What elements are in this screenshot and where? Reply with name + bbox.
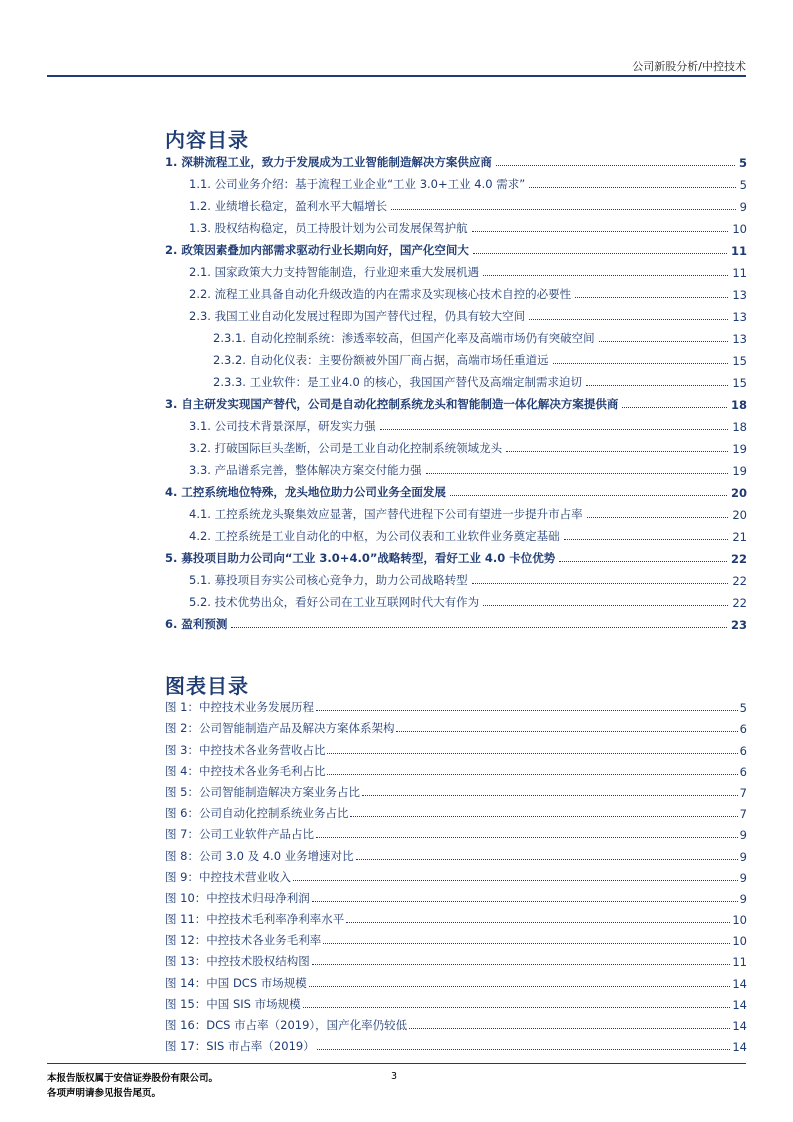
toc-entry[interactable] — [165, 236, 747, 258]
dot-leader — [231, 627, 727, 628]
toc-entry[interactable] — [165, 258, 747, 280]
dot-leader — [317, 1049, 731, 1050]
toc-entry-label: 3.3. 产品谱系完善，整体解决方案交付能力强 — [165, 462, 424, 478]
figure-entry[interactable] — [165, 906, 747, 927]
figure-entry[interactable] — [165, 842, 747, 863]
figure-entry-page: 14 — [732, 976, 747, 991]
toc-entry-page: 11 — [730, 244, 747, 258]
toc-entry-label: 2.1. 国家政策大力支持智能制造，行业迎来重大发展机遇 — [165, 264, 481, 280]
toc-entry-label: 1. 深耕流程工业，致力于发展成为工业智能制造解决方案供应商 — [165, 155, 492, 169]
toc-entry[interactable] — [165, 368, 747, 390]
toc-entry[interactable] — [165, 214, 747, 236]
toc-entry-label: 2.3.3. 工业软件：是工业4.0 的核心，我国国产替代及高端定制需求迫切 — [165, 374, 584, 390]
toc-entry-page: 10 — [732, 222, 747, 236]
toc-entry[interactable] — [165, 390, 747, 412]
dot-leader — [350, 816, 737, 817]
dot-leader — [599, 341, 729, 342]
toc-entry-page: 13 — [732, 288, 747, 302]
dot-leader — [327, 774, 737, 775]
toc-entry[interactable] — [165, 280, 747, 302]
figure-entry-page: 14 — [732, 1040, 747, 1055]
dot-leader — [323, 943, 730, 944]
toc-entry[interactable] — [165, 148, 747, 170]
figure-entry-page: 14 — [732, 1019, 747, 1033]
figure-entry-page: 9 — [739, 828, 747, 843]
figure-entry-label: 图 5：公司智能制造解决方案业务占比 — [165, 784, 360, 799]
figure-entry-page: 7 — [739, 807, 747, 822]
toc-entry[interactable] — [165, 324, 747, 346]
dot-leader — [426, 473, 729, 474]
toc-entry-label: 5.1. 募投项目夯实公司核心竞争力，助力公司战略转型 — [165, 572, 470, 588]
dot-leader — [529, 319, 728, 320]
figure-entry[interactable] — [165, 715, 747, 736]
figure-entry-label: 图 12：中控技术各业务毛利率 — [165, 933, 322, 948]
figure-entry-page: 10 — [732, 934, 747, 949]
toc-entry-page: 22 — [732, 596, 747, 610]
copyright-notice: 本报告版权属于安信证券股份有限公司。 — [47, 1073, 219, 1084]
toc-entry-label: 2. 政策因素叠加内部需求驱动行业长期向好，国产化空间大 — [165, 243, 469, 257]
figure-entry-page: 10 — [732, 913, 747, 928]
toc-entry[interactable] — [165, 566, 747, 588]
dot-leader — [327, 753, 737, 754]
dot-leader — [391, 209, 736, 210]
figure-entry-label: 图 8：公司 3.0 及 4.0 业务增速对比 — [165, 848, 354, 863]
toc-entry-page: 22 — [732, 574, 747, 588]
figure-entry[interactable] — [165, 779, 747, 800]
toc-entry[interactable] — [165, 170, 747, 192]
toc-entry-page: 15 — [732, 354, 747, 368]
toc-entry-label: 4.1. 工控系统龙头聚集效应显著，国产替代进程下公司有望进一步提升市占率 — [165, 506, 585, 522]
toc-entry-page: 22 — [730, 552, 747, 566]
dot-leader — [575, 297, 728, 298]
dot-leader — [586, 385, 728, 386]
figure-entry-page: 6 — [739, 764, 747, 779]
figure-entry[interactable] — [165, 991, 747, 1012]
dot-leader — [564, 539, 729, 540]
toc-entry[interactable] — [165, 192, 747, 214]
figure-entry[interactable] — [165, 885, 747, 906]
toc-entry-page: 5 — [738, 156, 747, 170]
figure-entry-label: 图 7：公司工业软件产品占比 — [165, 827, 314, 842]
dot-leader — [506, 451, 728, 452]
toc-entry-page: 18 — [730, 398, 747, 412]
dot-leader — [303, 1007, 731, 1008]
toc-entry[interactable] — [165, 588, 747, 610]
dot-leader — [380, 429, 729, 430]
toc-entry[interactable] — [165, 456, 747, 478]
toc-entry-page: 20 — [732, 508, 747, 522]
figure-entry-label: 图 6：公司自动化控制系统业务占比 — [165, 806, 349, 821]
figure-entry-label: 图 3：中控技术各业务营收占比 — [165, 742, 326, 757]
toc-entry-page: 13 — [732, 332, 747, 346]
dot-leader — [472, 231, 729, 232]
dot-leader — [316, 837, 738, 838]
toc-entry-label: 6. 盈利预测 — [165, 617, 228, 631]
dot-leader — [483, 605, 728, 606]
figure-entry-label: 图 1：中控技术业务发展历程 — [165, 700, 314, 715]
figure-entry[interactable] — [165, 694, 747, 715]
dot-leader — [316, 710, 738, 711]
dot-leader — [553, 363, 729, 364]
dot-leader — [346, 922, 730, 923]
dot-leader — [312, 964, 731, 965]
figure-entry[interactable] — [165, 927, 747, 948]
page-header: 公司新股分析/中控技术 — [632, 60, 746, 73]
toc-entry-page: 19 — [732, 464, 747, 478]
toc-entry-page: 18 — [732, 420, 747, 434]
figure-entry-page: 7 — [739, 785, 747, 800]
dot-leader — [356, 859, 738, 860]
toc-entry-label: 4.2. 工控系统是工业自动化的中枢，为公司仪表和工业软件业务奠定基础 — [165, 528, 562, 544]
figure-entry-label: 图 9：中控技术营业收入 — [165, 869, 291, 884]
figure-entry[interactable] — [165, 1033, 747, 1054]
figure-entry-label: 图 10：中控技术归母净利润 — [165, 890, 310, 905]
toc-entry-label: 3.1. 公司技术背景深厚，研发实力强 — [165, 418, 378, 434]
toc-entry-label: 1.1. 公司业务介绍：基于流程工业企业“工业 3.0+工业 4.0 需求” — [165, 176, 527, 192]
toc-entry[interactable] — [165, 346, 747, 368]
toc-entry[interactable] — [165, 610, 747, 632]
figure-entry-page: 9 — [739, 849, 747, 864]
toc-entry[interactable] — [165, 522, 747, 544]
figure-entry[interactable] — [165, 758, 747, 779]
dot-leader — [409, 1028, 730, 1029]
toc-entry-label: 2.3.1. 自动化控制系统：渗透率较高，但国产化率及高端市场仍有突破空间 — [165, 330, 597, 346]
contents-title: 内容目录 — [165, 128, 249, 152]
toc-entry[interactable] — [165, 412, 747, 434]
dot-leader — [450, 495, 727, 496]
figure-entry-label: 图 13：中控技术股权结构图 — [165, 954, 310, 969]
header-divider — [47, 75, 746, 77]
figure-entry[interactable] — [165, 864, 747, 885]
figure-entry-page: 9 — [739, 891, 747, 906]
toc-entry-label: 2.2. 流程工业具备自动化升级改造的内在需求及实现核心技术自控的必要性 — [165, 286, 573, 302]
toc-entry-label: 2.3. 我国工业自动化发展过程即为国产替代过程，仍具有较大空间 — [165, 308, 527, 324]
dot-leader — [472, 583, 729, 584]
contents-list — [165, 148, 747, 632]
toc-entry-label: 1.2. 业绩增长稳定，盈利水平大幅增长 — [165, 198, 389, 214]
dot-leader — [529, 187, 735, 188]
toc-entry-page: 13 — [732, 310, 747, 324]
figure-entry-page: 5 — [739, 701, 747, 716]
toc-entry[interactable] — [165, 302, 747, 324]
figure-entry-page: 9 — [739, 870, 747, 885]
toc-entry-label: 1.3. 股权结构稳定，员工持股计划为公司发展保驾护航 — [165, 220, 470, 236]
toc-entry-page: 9 — [739, 200, 747, 214]
dot-leader — [587, 517, 729, 518]
figure-entry-page: 6 — [739, 722, 747, 737]
figure-entry-label: 图 17：SIS 市占率（2019） — [165, 1039, 315, 1054]
dot-leader — [473, 253, 727, 254]
toc-entry-label: 2.3.2. 自动化仪表：主要份额被外国厂商占据，高端市场任重道远 — [165, 352, 551, 368]
toc-entry-page: 23 — [730, 618, 747, 632]
figure-entry-label: 图 4：中控技术各业务毛利占比 — [165, 763, 326, 778]
disclaimer-notice: 各项声明请参见报告尾页。 — [47, 1088, 162, 1099]
figures-title: 图表目录 — [165, 674, 249, 698]
dot-leader — [559, 561, 727, 562]
figure-entry-label: 图 11：中控技术毛利率净利率水平 — [165, 912, 345, 927]
toc-entry-page: 19 — [732, 442, 747, 456]
toc-entry-page: 5 — [739, 178, 747, 192]
dot-leader — [483, 275, 728, 276]
figure-entry-page: 14 — [732, 997, 747, 1012]
dot-leader — [293, 880, 738, 881]
footer-divider — [47, 1063, 746, 1064]
dot-leader — [312, 901, 738, 902]
toc-entry-page: 15 — [732, 376, 747, 390]
figure-entry[interactable] — [165, 736, 747, 757]
dot-leader — [496, 165, 735, 166]
dot-leader — [396, 731, 737, 732]
figure-entry[interactable] — [165, 800, 747, 821]
toc-entry[interactable] — [165, 434, 747, 456]
toc-entry-page: 21 — [732, 530, 747, 544]
toc-entry-label: 5. 募投项目助力公司向“工业 3.0+4.0”战略转型，看好工业 4.0 卡位优势 — [165, 551, 556, 565]
figure-entry-page: 11 — [732, 955, 747, 970]
dot-leader — [622, 407, 727, 408]
toc-entry-label: 4. 工控系统地位特殊，龙头地位助力公司业务全面发展 — [165, 485, 446, 499]
figure-entry[interactable] — [165, 1012, 747, 1033]
dot-leader — [362, 795, 738, 796]
figure-entry-label: 图 16：DCS 市占率（2019），国产化率仍较低 — [165, 1018, 408, 1032]
toc-entry-label: 5.2. 技术优势出众，看好公司在工业互联网时代大有作为 — [165, 594, 481, 610]
figure-entry-label: 图 2：公司智能制造产品及解决方案体系架构 — [165, 721, 395, 736]
dot-leader — [309, 986, 731, 987]
figure-entry[interactable] — [165, 821, 747, 842]
toc-entry-label: 3.2. 打破国际巨头垄断，公司是工业自动化控制系统领域龙头 — [165, 440, 504, 456]
figures-list — [165, 694, 747, 1054]
toc-entry-page: 20 — [730, 486, 747, 500]
figure-entry-label: 图 15：中国 SIS 市场规模 — [165, 996, 301, 1011]
toc-entry[interactable] — [165, 500, 747, 522]
figure-entry-label: 图 14：中国 DCS 市场规模 — [165, 975, 307, 990]
toc-entry-label: 3. 自主研发实现国产替代，公司是自动化控制系统龙头和智能制造一体化解决方案提供商 — [165, 397, 619, 411]
figure-entry-page: 6 — [739, 743, 747, 758]
toc-entry-page: 11 — [732, 266, 747, 280]
figure-entry[interactable] — [165, 948, 747, 969]
toc-entry[interactable] — [165, 478, 747, 500]
figure-entry[interactable] — [165, 969, 747, 990]
toc-entry[interactable] — [165, 544, 747, 566]
page-number: 3 — [391, 1071, 398, 1082]
